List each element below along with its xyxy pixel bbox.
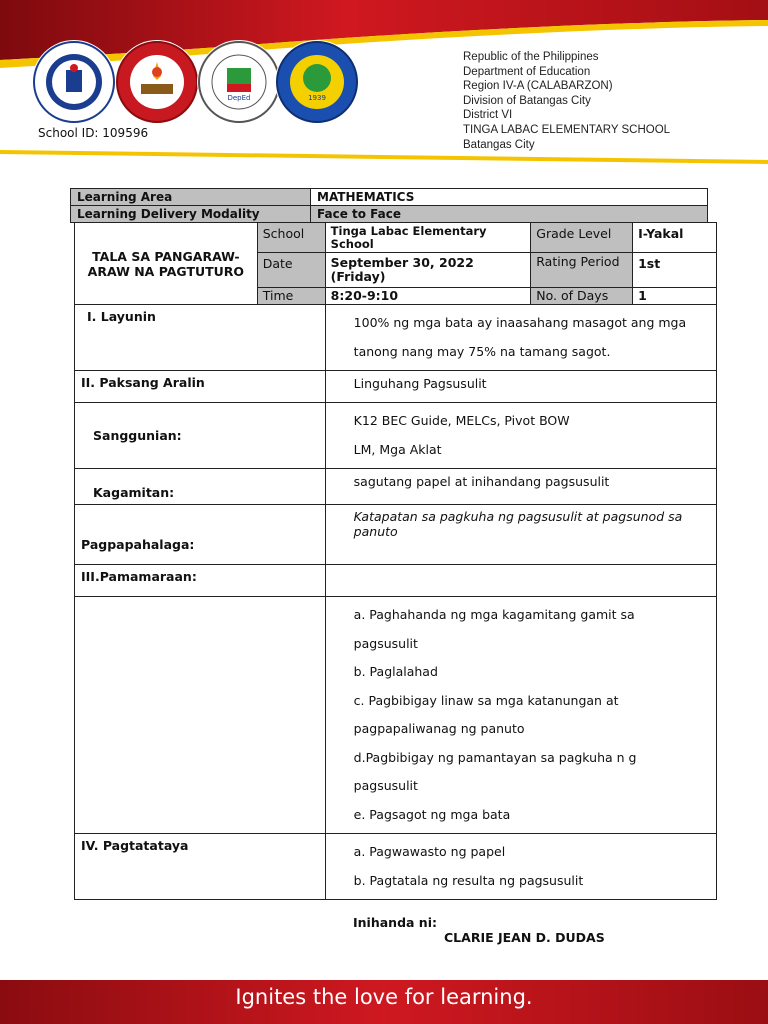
modality-label: Learning Delivery Modality [71, 206, 311, 223]
pagtatataya-label: IV. Pagtatataya [75, 834, 326, 900]
pamamaraan-content [325, 597, 716, 834]
pagpapahalaga-content: Katapatan sa pagkuha ng pagsusulit at pagsunod sa panuto [325, 505, 716, 565]
address-line: Batangas City [463, 138, 535, 151]
content-line: pagsusulit [353, 635, 418, 651]
content-line: pagpapaliwanag ng panuto [353, 721, 525, 736]
address-line: Region IV-A (CALABARZON) [463, 80, 613, 93]
rating-value: 1st [633, 253, 717, 288]
address-line: Department of Education [463, 65, 591, 78]
pamamaraan-label: III.Pamamaraan: [75, 565, 326, 597]
learning-area-value: MATHEMATICS [311, 189, 708, 206]
days-value: 1 [633, 288, 717, 305]
time-label: Time [257, 288, 325, 305]
address-line: Division of Batangas City [463, 94, 591, 107]
modality-value: Face to Face [311, 206, 708, 223]
rating-label: Rating Period [531, 253, 633, 288]
content-line: pagsusulit [353, 778, 418, 793]
address-line: Republic of the Philippines [463, 51, 599, 63]
layunin-label: I. Layunin [75, 305, 326, 371]
kagamitan-label: Kagamitan: [75, 469, 326, 505]
grade-label: Grade Level [531, 223, 633, 253]
days-label: No. of Days [531, 288, 633, 305]
school-value: Tinga Labac Elementary School [325, 223, 531, 253]
content-line: tanong nang may 75% na tamang sagot. [353, 343, 611, 359]
svg-text:1939: 1939 [308, 94, 326, 102]
tala-title: TALA SA PANGARAW-ARAW NA PAGTUTURO [75, 223, 258, 305]
content-line: a. Paghahanda ng mga kagamitang gamit sa [353, 607, 635, 622]
pagpapahalaga-label: Pagpapahalaga: [75, 505, 326, 565]
division-seal [197, 40, 281, 124]
date-value: September 30, 2022 (Friday) [325, 253, 531, 288]
paksang-label: II. Paksang Aralin [75, 371, 326, 403]
sanggunian-content [325, 403, 716, 469]
svg-text:DepEd: DepEd [227, 94, 251, 102]
content-line: c. Pagbibigay linaw sa mga katanungan at [353, 692, 619, 708]
prepared-by-label: Inihanda ni: [353, 915, 437, 930]
content-line: e. Pagsagot ng mga bata [353, 806, 511, 822]
pamamaraan-header-cell [325, 565, 716, 597]
content-line: b. Pagtatala ng resulta ng pagsusulit [353, 872, 584, 888]
address-line: TINGA LABAC ELEMENTARY SCHOOL [463, 123, 671, 136]
learning-area-table [70, 188, 708, 223]
pagtatataya-content [325, 834, 716, 900]
sanggunian-label: Sanggunian: [75, 403, 326, 469]
content-line: d.Pagbibigay ng pamantayan sa pagkuha n g [353, 749, 637, 765]
teacher-name: CLARIE JEAN D. DUDAS [444, 930, 605, 945]
school-id: School ID: 109596 [38, 126, 149, 140]
region-seal [115, 40, 199, 124]
paksang-content: Linguhang Pagsusulit [325, 371, 716, 403]
school-label: School [257, 223, 325, 253]
address-line: District VI [463, 109, 513, 122]
address-block [463, 50, 670, 152]
lesson-plan-table [74, 222, 717, 900]
footer-tagline: Ignites the love for learning. [235, 985, 533, 1009]
content-line: LM, Mga Aklat [353, 441, 442, 457]
school-seal [275, 40, 359, 124]
content-line: K12 BEC Guide, MELCs, Pivot BOW [353, 413, 570, 428]
pamamaraan-empty-cell [75, 597, 326, 834]
grade-value: I-Yakal [633, 223, 717, 253]
time-value: 8:20-9:10 [325, 288, 531, 305]
deped-seal [32, 40, 116, 124]
date-label: Date [257, 253, 325, 288]
learning-area-label: Learning Area [71, 189, 311, 206]
layunin-content [325, 305, 716, 371]
footer-banner [0, 980, 768, 1024]
content-line: a. Pagwawasto ng papel [353, 844, 506, 859]
content-line: 100% ng mga bata ay inaasahang masagot ang mga [353, 315, 687, 330]
content-line: b. Paglalahad [353, 664, 438, 679]
kagamitan-content: sagutang papel at inihandang pagsusulit [325, 469, 716, 505]
